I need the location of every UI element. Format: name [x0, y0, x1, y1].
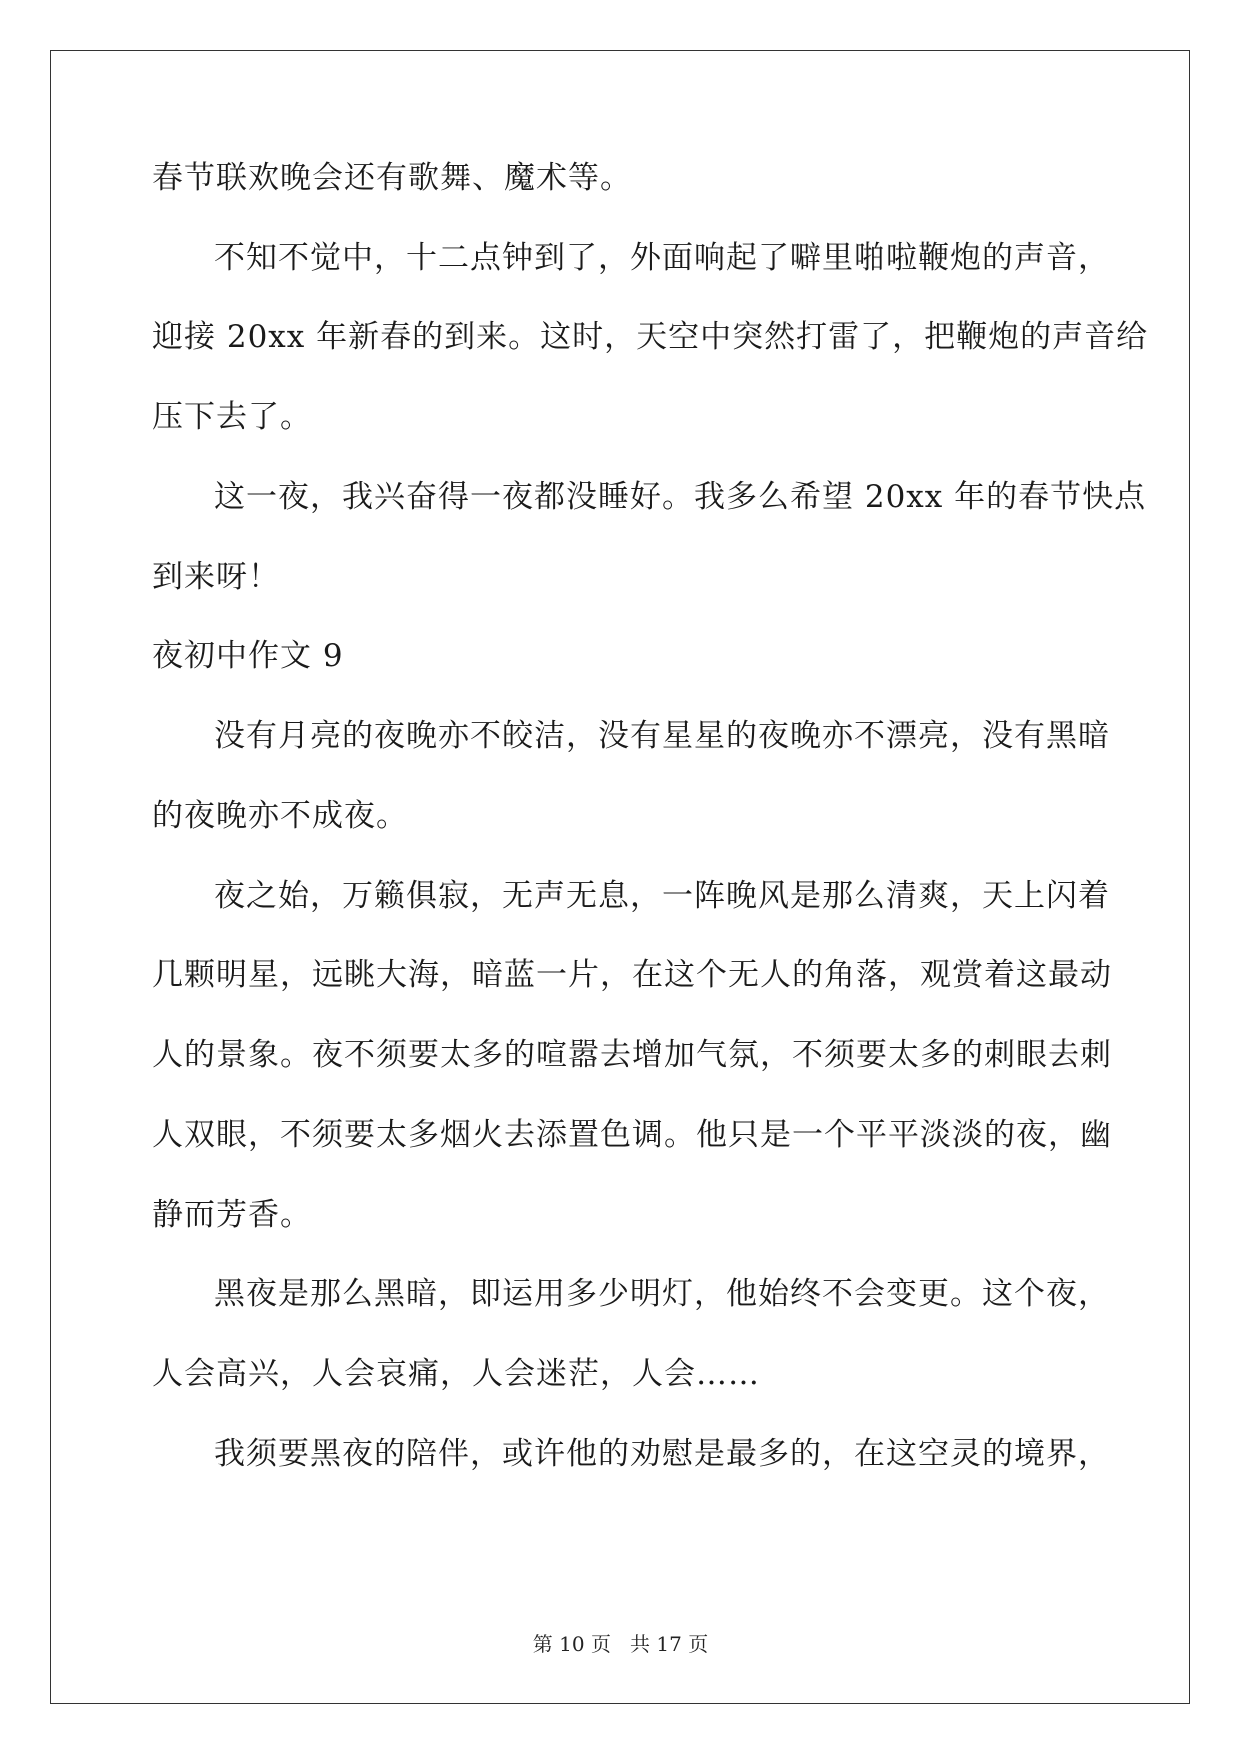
text-line-16: 人会高兴，人会哀痛，人会迷茫，人会…… — [152, 1356, 760, 1392]
paragraph-start-line-10: 夜之始，万籁俱寂，无声无息，一阵晚风是那么清爽，天上闪着 — [214, 878, 1110, 914]
paragraph-start-line-2: 不知不觉中，十二点钟到了，外面响起了噼里啪啦鞭炮的声音， — [214, 240, 1110, 276]
text-line-1: 春节联欢晚会还有歌舞、魔术等。 — [152, 160, 632, 196]
text-line-4: 压下去了。 — [152, 399, 312, 435]
page-number-label: 第 10 页 共 17 页 — [532, 1632, 709, 1656]
text-line-11: 几颗明星，远眺大海，暗蓝一片，在这个无人的角落，观赏着这最动 — [152, 957, 1112, 993]
page-footer — [0, 1630, 1241, 1658]
paragraph-start-line-5: 这一夜，我兴奋得一夜都没睡好。我多么希望 20xx 年的春节快点 — [214, 479, 1147, 515]
text-line-13: 人双眼，不须要太多烟火去添置色调。他只是一个平平淡淡的夜，幽 — [152, 1117, 1112, 1153]
paragraph-start-line-15: 黑夜是那么黑暗，即运用多少明灯，他始终不会变更。这个夜， — [214, 1276, 1110, 1312]
text-line-9: 的夜晚亦不成夜。 — [152, 798, 408, 834]
text-line-6: 到来呀！ — [152, 559, 280, 595]
paragraph-start-line-8: 没有月亮的夜晚亦不皎洁，没有星星的夜晚亦不漂亮，没有黑暗 — [214, 718, 1110, 754]
text-line-12: 人的景象。夜不须要太多的喧嚣去增加气氛，不须要太多的刺眼去刺 — [152, 1037, 1112, 1073]
section-heading: 夜初中作文 9 — [152, 638, 344, 674]
text-line-14: 静而芳香。 — [152, 1197, 312, 1233]
text-line-3: 迎接 20xx 年新春的到来。这时，天空中突然打雷了，把鞭炮的声音给 — [152, 319, 1149, 355]
paragraph-start-line-17: 我须要黑夜的陪伴，或许他的劝慰是最多的，在这空灵的境界， — [214, 1436, 1110, 1472]
